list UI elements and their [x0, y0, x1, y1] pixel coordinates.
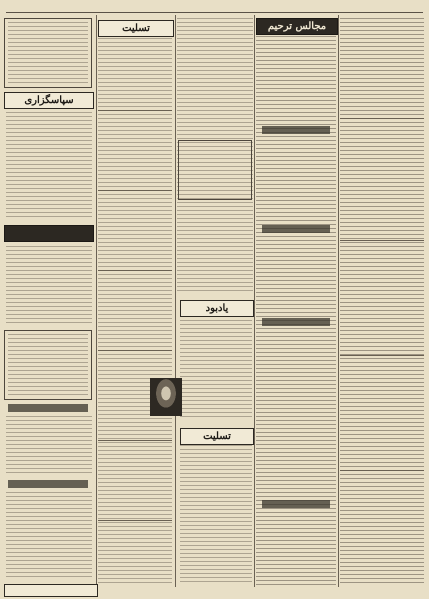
column-text	[180, 320, 252, 420]
tasliyat-masthead: تسلیت	[98, 20, 174, 37]
notice-heading-bar	[262, 318, 330, 326]
notice-divider	[340, 118, 424, 119]
notice-heading-bar	[8, 404, 88, 412]
column-text	[8, 334, 88, 396]
column-text	[6, 492, 92, 580]
tasliyat-masthead-2: تسلیت	[180, 428, 254, 445]
yadbood-masthead: یادبود	[180, 300, 254, 317]
notice-heading-bar	[262, 500, 330, 508]
page-header	[6, 3, 423, 13]
continued-footer	[4, 584, 98, 597]
memorial-portrait	[150, 378, 182, 416]
notice-divider	[340, 240, 424, 241]
column-rule	[338, 15, 339, 587]
column-rule	[175, 15, 176, 587]
column-text	[340, 18, 424, 586]
column-rule	[96, 15, 97, 587]
section-masthead	[4, 225, 94, 242]
notice-divider	[98, 520, 172, 521]
notice-heading-bar	[262, 126, 330, 134]
column-text	[8, 22, 88, 84]
notice-heading-bar	[8, 480, 88, 488]
notice-divider	[98, 350, 172, 351]
notice-divider	[340, 355, 424, 356]
majales-masthead: مجالس ترحیم	[256, 18, 338, 35]
notice-divider	[98, 190, 172, 191]
column-text	[6, 112, 92, 220]
notice-divider	[98, 270, 172, 271]
column-text	[6, 246, 92, 326]
notice-frame	[178, 140, 252, 200]
notice-divider	[98, 110, 172, 111]
column-text	[180, 445, 252, 585]
column-rule	[254, 15, 255, 587]
sepasgozari-masthead: سپاسگزاری	[4, 92, 94, 109]
notice-divider	[98, 440, 172, 441]
notice-divider	[340, 470, 424, 471]
column-text	[6, 416, 92, 476]
column-text	[98, 38, 172, 586]
notice-heading-bar	[262, 225, 330, 233]
